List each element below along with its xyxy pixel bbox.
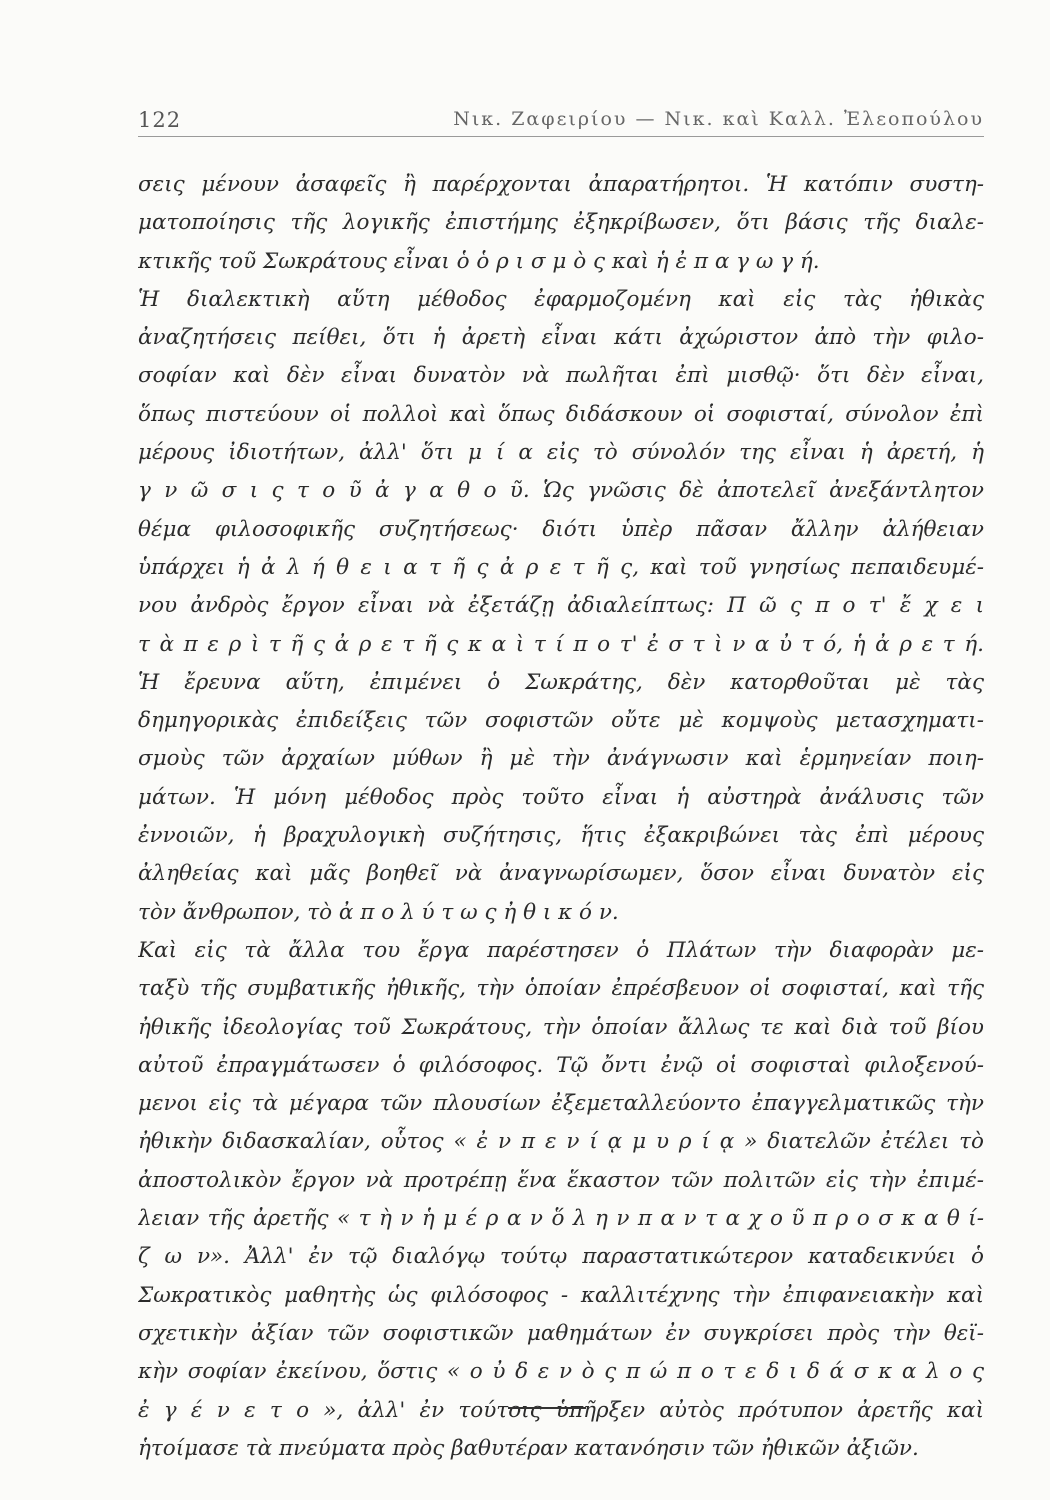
text-line: ἠθικῆς ἰδεολογίας τοῦ Σωκράτους, τὴν ὁποίαν ἄλλως τε καὶ διὰ τοῦ βίου xyxy=(138,1014,984,1040)
text-line: ταξὺ τῆς συμβατικῆς ἠθικῆς, τὴν ὁποίαν ἐπρέσβευον οἱ σοφισταί, καὶ τῆς xyxy=(138,976,984,1002)
text-line: μενοι εἰς τὰ μέγαρα τῶν πλουσίων ἐξεμεταλλεύοντο ἐπαγγελματικῶς τὴν xyxy=(138,1091,984,1117)
text-line: σεις μένουν ἀσαφεῖς ἢ παρέρχονται ἀπαρατήρητοι. Ἡ κατόπιν συστη- xyxy=(138,172,984,197)
text-line: θέμα φιλοσοφικῆς συζητήσεως· διότι ὑπὲρ πᾶσαν ἄλλην ἀλήθειαν xyxy=(138,516,984,542)
text-line: ἀναζητήσεις πείθει, ὅτι ἡ ἀρετὴ εἶναι κάτι ἀχώριστον ἀπὸ τὴν φιλο- xyxy=(138,325,984,351)
text-line: σμοὺς τῶν ἀρχαίων μύθων ἢ μὲ τὴν ἀνάγνωσιν καὶ ἑρμηνείαν ποιη- xyxy=(138,746,984,772)
text-line: ὅπως πιστεύουν οἱ πολλοὶ καὶ ὅπως διδάσκουν οἱ σοφισταί, σύνολον ἐπὶ xyxy=(138,401,984,427)
text-line: ἠθικὴν διδασκαλίαν, οὗτος « ἐ ν π ε ν ί ᾳ μ υ ρ ί ᾳ » διατελῶν ἐτέλει τὸ xyxy=(138,1129,984,1155)
text-line: ὑπάρχει ἡ ἀ λ ή θ ε ι α τ ῆ ς ἀ ρ ε τ ῆ ς, καὶ τοῦ γνησίως πεπαιδευμέ- xyxy=(138,554,984,580)
text-line: τὸν ἄνθρωπον, τὸ ἀ π ο λ ύ τ ω ς ἠ θ ι κ ό ν. xyxy=(138,899,619,925)
text-line: νου ἀνδρὸς ἔργον εἶναι νὰ ἐξετάζῃ ἀδιαλείπτως: Π ῶ ς π ο τ' ἔ χ ε ι xyxy=(138,593,984,619)
text-line: ματοποίησις τῆς λογικῆς ἐπιστήμης ἐξηκρίβωσεν, ὅτι βάσις τῆς διαλε- xyxy=(138,210,984,236)
text-line: ἀποστολικὸν ἔργον νὰ προτρέπῃ ἕνα ἕκαστον τῶν πολιτῶν εἰς τὴν ἐπιμέ- xyxy=(138,1167,984,1193)
text-line: λειαν τῆς ἀρετῆς « τ ὴ ν ἡ μ έ ρ α ν ὅ λ η ν π α ν τ α χ ο ῦ π ρ ο σ κ α θ ί- xyxy=(138,1206,984,1232)
end-rule xyxy=(508,1407,586,1409)
text-line: κὴν σοφίαν ἐκείνου, ὅστις « ο ὐ δ ε ν ὸ ς π ώ π ο τ ε δ ι δ ά σ κ α λ ο ς xyxy=(138,1359,984,1385)
text-line: ἡτοίμασε τὰ πνεύματα πρὸς βαθυτέραν κατανόησιν τῶν ἠθικῶν ἀξιῶν. xyxy=(138,1435,919,1461)
text-line: μέρους ἰδιοτήτων, ἀλλ' ὅτι μ ί α εἰς τὸ σύνολόν της εἶναι ἡ ἀρετή, ἡ xyxy=(138,440,984,466)
text-line: Ἡ ἔρευνα αὕτη, ἐπιμένει ὁ Σωκράτης, δὲν κατορθοῦται μὲ τὰς xyxy=(138,669,984,695)
text-line: αὐτοῦ ἐπραγμάτωσεν ὁ φιλόσοφος. Τῷ ὄντι ἐνῷ οἱ σοφισταὶ φιλοξενού- xyxy=(138,1052,984,1078)
text-line: Ἡ διαλεκτικὴ αὕτη μέθοδος ἐφαρμοζομένη καὶ εἰς τὰς ἠθικὰς xyxy=(138,286,984,312)
text-line: ἐννοιῶν, ἡ βραχυλογικὴ συζήτησις, ἥτις ἐξακριβώνει τὰς ἐπὶ μέρους xyxy=(138,823,984,849)
text-line: δημηγορικὰς ἐπιδείξεις τῶν σοφιστῶν οὔτε μὲ κομψοὺς μετασχηματι- xyxy=(138,708,984,734)
page-number: 122 xyxy=(138,108,182,132)
text-line: ἀληθείας καὶ μᾶς βοηθεῖ νὰ ἀναγνωρίσωμεν, ὅσον εἶναι δυνατὸν εἰς xyxy=(138,861,984,887)
text-line: Σωκρατικὸς μαθητὴς ὡς φιλόσοφος - καλλιτέχνης τὴν ἐπιφανειακὴν καὶ xyxy=(138,1282,984,1308)
text-line: κτικῆς τοῦ Σωκράτους εἶναι ὁ ὁ ρ ι σ μ ὸ ς καὶ ἡ ἐ π α γ ω γ ή. xyxy=(138,248,820,274)
body-text xyxy=(138,166,984,1468)
text-line: σοφίαν καὶ δὲν εἶναι δυνατὸν νὰ πωλῆται ἐπὶ μισθῷ· ὅτι δὲν εἶναι, xyxy=(138,363,984,389)
text-line: σχετικὴν ἀξίαν τῶν σοφιστικῶν μαθημάτων ἐν συγκρίσει πρὸς τὴν θεϊ- xyxy=(138,1320,984,1346)
page-header xyxy=(138,100,984,137)
text-line: γ ν ῶ σ ι ς τ ο ῦ ἀ γ α θ ο ῦ. Ὡς γνῶσις δὲ ἀποτελεῖ ἀνεξάντλητον xyxy=(138,478,984,504)
text-line: μάτων. Ἡ μόνη μέθοδος πρὸς τοῦτο εἶναι ἡ αὐστηρὰ ἀνάλυσις τῶν xyxy=(138,784,984,810)
text-line: ἐ γ έ ν ε τ ο », ἀλλ' ἐν τούτοις ὑπῆρξεν αὐτὸς πρότυπον ἀρετῆς καὶ xyxy=(138,1397,984,1423)
text-line: τ ὰ π ε ρ ὶ τ ῆ ς ἀ ρ ε τ ῆ ς κ α ὶ τ ί π ο τ' ἐ σ τ ὶ ν α ὐ τ ό, ἡ ἀ ρ ε τ ή. xyxy=(138,631,984,657)
text-line: Καὶ εἰς τὰ ἄλλα του ἔργα παρέστησεν ὁ Πλάτων τὴν διαφορὰν με- xyxy=(138,937,984,963)
running-head: Νικ. Ζαφειρίου — Νικ. καὶ Καλλ. Ἐλεοπούλου xyxy=(453,108,984,130)
text-line: ζ ω ν». Ἀλλ' ἐν τῷ διαλόγῳ τούτῳ παραστατικώτερον καταδεικνύει ὁ xyxy=(138,1244,984,1270)
